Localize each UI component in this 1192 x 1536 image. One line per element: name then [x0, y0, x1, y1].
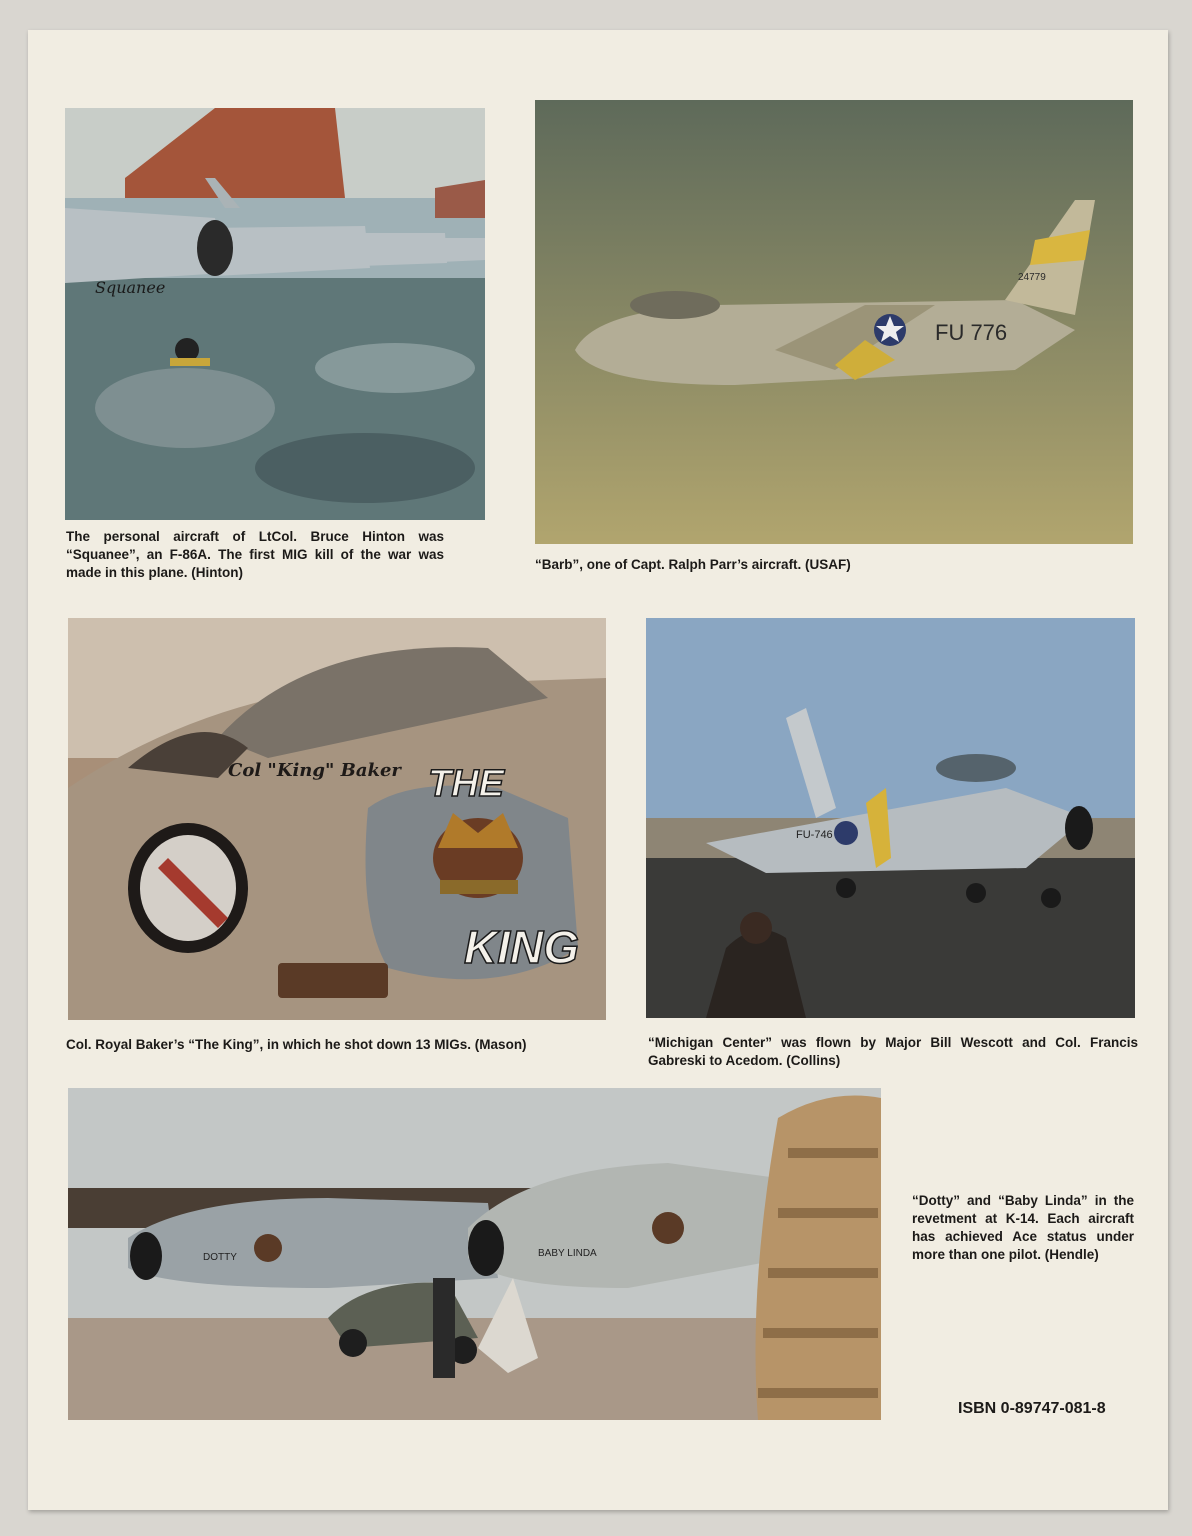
- the-king-pilot-name: Col "King" Baker: [228, 760, 401, 781]
- barb-buzz-number: FU 776: [935, 320, 1008, 345]
- caption-the-king: Col. Royal Baker’s “The King”, in which he shot down 13 MIGs. (Mason): [66, 1037, 527, 1052]
- isbn-number: ISBN 0-89747-081-8: [958, 1400, 1106, 1417]
- photo-squanee: [65, 108, 485, 520]
- photo-the-king: [68, 618, 606, 1020]
- caption-barb: “Barb”, one of Capt. Ralph Parr’s aircraft. (USAF): [535, 557, 851, 572]
- photo-michigan-center: [646, 618, 1135, 1018]
- caption-squanee: The personal aircraft of LtCol. Bruce Hinton was “Squanee”, an F-86A. The first MIG kill of the war was made in this plane. (Hinton): [66, 529, 444, 580]
- barb-tail-number: 24779: [1018, 272, 1046, 283]
- caption-michigan-center: “Michigan Center” was flown by Major Bill Wescott and Col. Francis Gabreski to Acedom. (Collins): [648, 1035, 1138, 1068]
- dotty-nose-name: DOTTY: [203, 1252, 237, 1263]
- the-king-word-the: THE: [428, 763, 504, 805]
- photo-dotty-baby-linda: [68, 1088, 881, 1420]
- photo-barb: [535, 100, 1133, 544]
- michigan-buzz-number: FU-746: [796, 829, 833, 841]
- baby-linda-nose-name: BABY LINDA: [538, 1248, 597, 1259]
- caption-dotty-baby-linda: “Dotty” and “Baby Linda” in the revetment at K-14. Each aircraft has achieved Ace status under more than one pilot. (Hendle): [912, 1193, 1134, 1262]
- squanee-nose-art: Squanee: [95, 278, 166, 297]
- back-cover-page: [28, 30, 1168, 1510]
- the-king-word-king: KING: [464, 921, 579, 973]
